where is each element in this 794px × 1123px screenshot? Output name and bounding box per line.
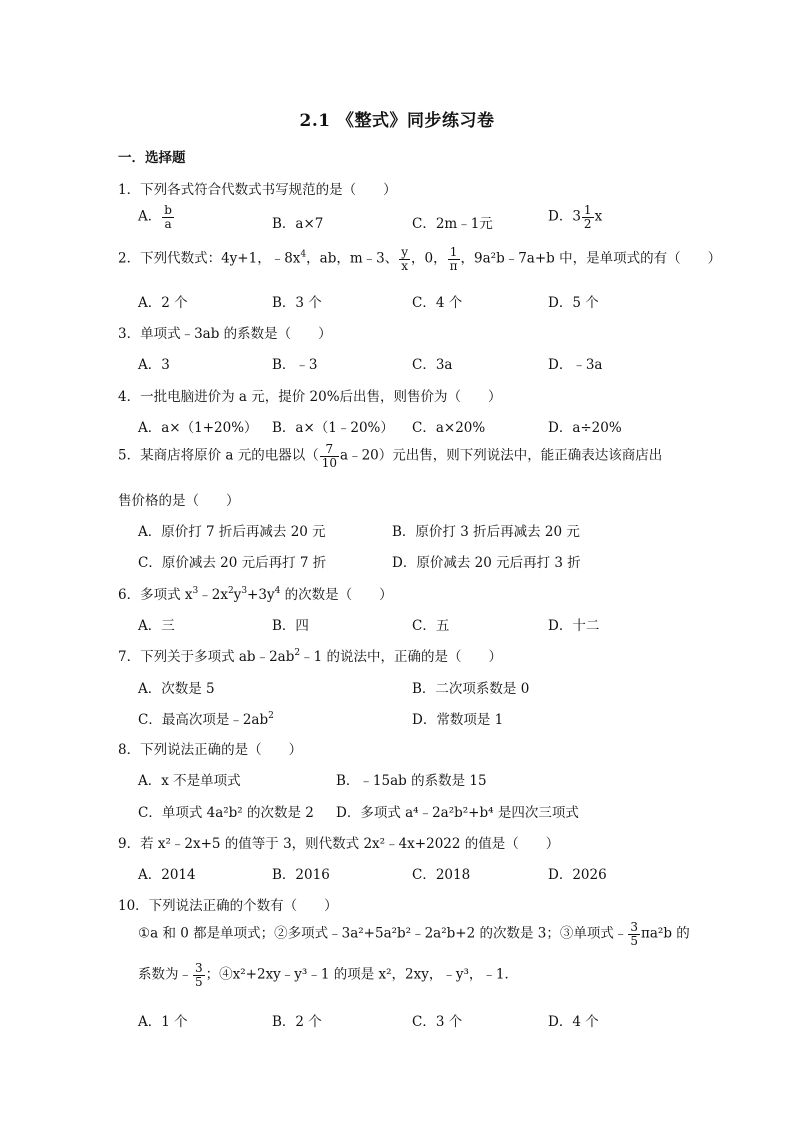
- q2-option-d: D．5 个: [548, 295, 599, 311]
- q5-option-b: B．原价打 3 折后再减去 20 元: [392, 524, 580, 540]
- q6-option-b: B．四: [272, 618, 309, 634]
- q3-option-a: A．3: [138, 357, 170, 373]
- q9-option-a: A．2014: [138, 867, 196, 883]
- q1-option-d: D．3 $\frac{1}{2}$ x: [548, 203, 603, 231]
- q10-option-c: C．3 个: [412, 1014, 463, 1030]
- section-heading: 一．选择题: [118, 150, 186, 166]
- q5-option-a: A．原价打 7 折后再减去 20 元: [138, 524, 326, 540]
- question-5: 5．某商店将原价 a 元的电器以（ $\frac{7}{10}$ a﹣20）元出售，则下列说法中，能正确表达该商店出: [118, 442, 663, 470]
- q8-option-d: D．多项式 a⁴﹣2a²b²+b⁴ 是四次三项式: [336, 805, 579, 821]
- q6-option-d: D．十二: [548, 618, 600, 634]
- question-6: 6．多项式 $x^3﹣2x^2y^3+3y^4$ 的次数是（ ）: [118, 586, 393, 603]
- question-8: 8．下列说法正确的是（ ）: [118, 742, 303, 758]
- q10-option-b: B．2 个: [272, 1014, 322, 1030]
- q7-option-a: A．次数是 5: [138, 681, 215, 697]
- q3-option-b: B．﹣3: [272, 357, 318, 373]
- q1-option-a: A． $\frac{b}{a}$: [138, 203, 172, 231]
- question-10-statements-line-2: 系数为﹣ $\frac{3}{5}$ ；④x²+2xy﹣y³﹣1 的项是 x²，2xy，﹣y³，﹣1．: [138, 961, 518, 989]
- q10-option-a: A．1 个: [138, 1014, 188, 1030]
- q9-option-d: D．2026: [548, 867, 607, 883]
- q10-option-d: D．4 个: [548, 1014, 599, 1030]
- q4-option-d: D．a÷20%: [548, 420, 622, 436]
- page-title: 2.1 《整式》同步练习卷: [299, 111, 495, 131]
- q4-option-c: C．a×20%: [412, 420, 486, 436]
- q2-option-b: B．3 个: [272, 295, 322, 311]
- q1-option-b: B．a×7: [272, 216, 324, 232]
- question-1: 1．下列各式符合代数式书写规范的是（ ）: [118, 182, 397, 198]
- question-2: 2．下列代数式：4y+1，$﹣8x^4$，ab，m﹣3、 $\frac{y}{x}$ ，0， $\frac{1}{\pi}$ ，9a²b﹣7a+b 中，是单项式的有（ ）: [118, 245, 722, 273]
- q4-option-a: A．a×（1+20%）: [138, 420, 258, 436]
- q2-option-a: A．2 个: [138, 295, 188, 311]
- q9-option-b: B．2016: [272, 867, 330, 883]
- q8-option-b: B．﹣15ab 的系数是 15: [336, 773, 487, 789]
- q5-option-d: D．原价减去 20 元后再打 3 折: [392, 555, 581, 571]
- question-3: 3．单项式﹣3ab 的系数是（ ）: [118, 326, 332, 342]
- q6-option-a: A．三: [138, 618, 175, 634]
- q6-option-c: C．五: [412, 618, 450, 634]
- question-10: 10．下列说法正确的个数有（ ）: [118, 898, 338, 914]
- question-9: 9．若 x²﹣2x+5 的值等于 3，则代数式 2x²﹣4x+2022 的值是（ ）: [118, 836, 560, 852]
- question-4: 4．一批电脑进价为 a 元，提价 20%后出售，则售价为（ ）: [118, 389, 502, 405]
- q1-option-c: C．2m﹣1元: [412, 216, 493, 232]
- question-7: 7．下列关于多项式 $ab﹣2ab^2﹣1$ 的说法中，正确的是（ ）: [118, 648, 502, 665]
- q7-option-c: C．最高次项是$﹣2ab^2$: [138, 711, 274, 728]
- q4-option-b: B．a×（1﹣20%）: [272, 420, 394, 436]
- q7-option-b: B．二次项系数是 0: [412, 681, 530, 697]
- q3-option-c: C．3a: [412, 357, 453, 373]
- question-10-statements-line-1: ①a 和 0 都是单项式；②多项式﹣3a²+5a²b²﹣2a²b+2 的次数是 3；③单项式﹣ $\frac{3}{5}$ πa²b 的: [138, 920, 690, 948]
- q9-option-c: C．2018: [412, 867, 471, 883]
- q8-option-c: C．单项式 4a²b² 的次数是 2: [138, 805, 314, 821]
- q3-option-d: D．﹣3a: [548, 357, 603, 373]
- q7-option-d: D．常数项是 1: [412, 712, 504, 728]
- question-5-line-2: 售价格的是（ ）: [118, 493, 240, 509]
- q5-option-c: C．原价减去 20 元后再打 7 折: [138, 555, 327, 571]
- q8-option-a: A．x 不是单项式: [138, 773, 241, 789]
- q2-option-c: C．4 个: [412, 295, 463, 311]
